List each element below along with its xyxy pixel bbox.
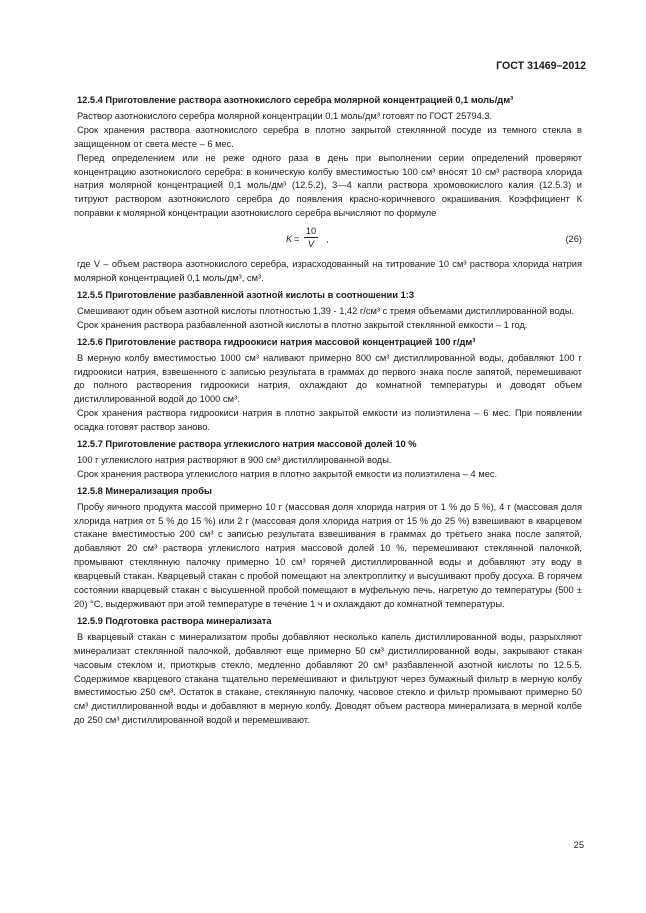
formula-lhs: K: [286, 234, 293, 245]
formula-26: [74, 224, 582, 256]
section-heading-12-5-9: 12.5.9 Подготовка раствора минерализата: [77, 615, 272, 626]
standard-header: ГОСТ 31469–2012: [496, 60, 586, 72]
section-heading-12-5-4: 12.5.4 Приготовление раствора азотнокислого серебра молярной концентрацией 0,1 моль/дм³: [77, 95, 514, 105]
paragraph: В кварцевый стакан с минерализатом пробы добавляют несколько капель дистиллированной воды, разрыхляют минерализат стеклянной палочкой, добавляют еще примерно 50 см³ дистиллированной воды, закрывают стакан часовым стеклом и, приоткрыв стекло, медленно добавляют 20 см³ разбавленной азотной кислоты по 12.5.5. Содержимое кварцевого стакана тщательно перемешивают и фильтруют через бумажный фильтр в мерную колбу вместимостью 250 см³. Остаток в стакане, стеклянную палочку, часовое стекло и фильтр промывают примерно 50 см³ дистиллированной воды и добавляют в мерную колбу. Доводят объем раствора минерализата в мерной колбе до 250 см³ дистиллированной водой и перемешивают.: [74, 631, 582, 726]
paragraph: Срок хранения раствора гидроокиси натрия в плотно закрытой емкости из полиэтилена – 6 мес. При появлении осадка готовят раствор заново.: [74, 408, 582, 433]
section-heading-12-5-8: 12.5.8 Минерализация пробы: [77, 485, 212, 496]
paragraph: Пробу яичного продукта массой примерно 10 г (массовая доля хлорида натрия от 1 % до 5 %), 4 г (массовая доля хлорида натрия от 5 % до 15 %) или 2 г (массовая доля хлорида натрия от 15 % до 25 %) взвешивают в кварцевом стакане вместимостью 200 см³ с записью результата взвешивания в граммах до третьего знака после запятой, добавляют 20 см³ раствора углекислого натрия массовой долей 10 %, перемешивают стеклянной палочкой, промывают стеклянную палочку примерно 10 см³ горячей дистиллированной воды и добавляют эту воду в кварцевый стакан. Кварцевый стакан с пробой помещают на электроплитку и высушивают пробу досуха. В горячем состоянии кварцевый стакан с высушенной пробой помещают в муфельную печь, нагретую до температуры (500 ± 20) °С, выдерживают при этой температуре в течение 1 ч и охлаждают до комнатной температуры.: [74, 501, 582, 609]
section-heading-12-5-6: 12.5.6 Приготовление раствора гидроокиси натрия массовой концентрацией 100 г/дм³: [77, 336, 476, 347]
formula-comma: ,: [326, 234, 329, 245]
formula-fraction: [304, 225, 318, 250]
paragraph: 100 г углекислого натрия растворяют в 900 см³ дистиллированной воды.: [77, 454, 392, 465]
paragraph: Срок хранения раствора разбавленной азотной кислоты в плотно закрытой стеклянной емкости – 1 год.: [77, 319, 528, 330]
formula-numerator: 10: [305, 226, 317, 237]
paragraph: В мерную колбу вместимостью 1000 см³ наливают примерно 800 см³ дистиллированной воды, добавляют 100 г гидроокиси натрия, взвешенного с записью результата в граммах до первого знака после запятой, перемешивают до полного растворения гидроокиси натрия, охлаждают до комнатной температуры и доводят объем дистиллированной водой до 1000 см³.: [74, 352, 582, 405]
paragraph: Смешивают один объем азотной кислоты плотностью 1,39 - 1,42 г/см³ с тремя объемами дистиллированной воды.: [77, 305, 575, 316]
paragraph: Раствор азотнокислого серебра молярной концентрации 0,1 моль/дм³ готовят по ГОСТ 25794.3.: [77, 110, 493, 121]
section-heading-12-5-5: 12.5.5 Приготовление разбавленной азотной кислоты в соотношении 1:3: [77, 289, 415, 300]
paragraph: где V – объем раствора азотнокислого серебра, израсходованный на титрование 10 см³ раствора хлорида натрия молярной концентрацией 0,1 моль/дм³, см³.: [74, 259, 582, 284]
paragraph: Срок хранения раствора углекислого натрия в плотно закрытой емкости из полиэтилена – 4 мес.: [77, 468, 498, 479]
paragraph: Перед определением или не реже одного раза в день при выполнении серии определений проверяют концентрацию азотнокислого серебра: в коническую колбу вместимостью 100 см³ вносят 10 см³ раствора хлорида натрия молярной концентрацией 0,1 моль/дм³ (12.5.2), 3—4 капли раствора хромовокислого калия (12.5.3) и титруют раствором азотнокислого серебра до появления красно-коричневого окрашивания. Коэффициент К поправки к молярной концентрации азотнокислого серебра вычисляют по формуле: [74, 152, 582, 219]
section-heading-12-5-7: 12.5.7 Приготовление раствора углекислого натрия массовой долей 10 %: [77, 439, 417, 450]
document-body: [74, 91, 582, 728]
formula-denominator: V: [307, 239, 315, 250]
formula-number: (26): [565, 234, 582, 245]
paragraph: Срок хранения раствора азотнокислого серебра в плотно закрытой стеклянной посуде из темного стекла в защищенном от света месте – 6 мес.: [74, 124, 582, 149]
formula-equals: =: [294, 234, 300, 245]
page-number: 25: [573, 840, 584, 850]
